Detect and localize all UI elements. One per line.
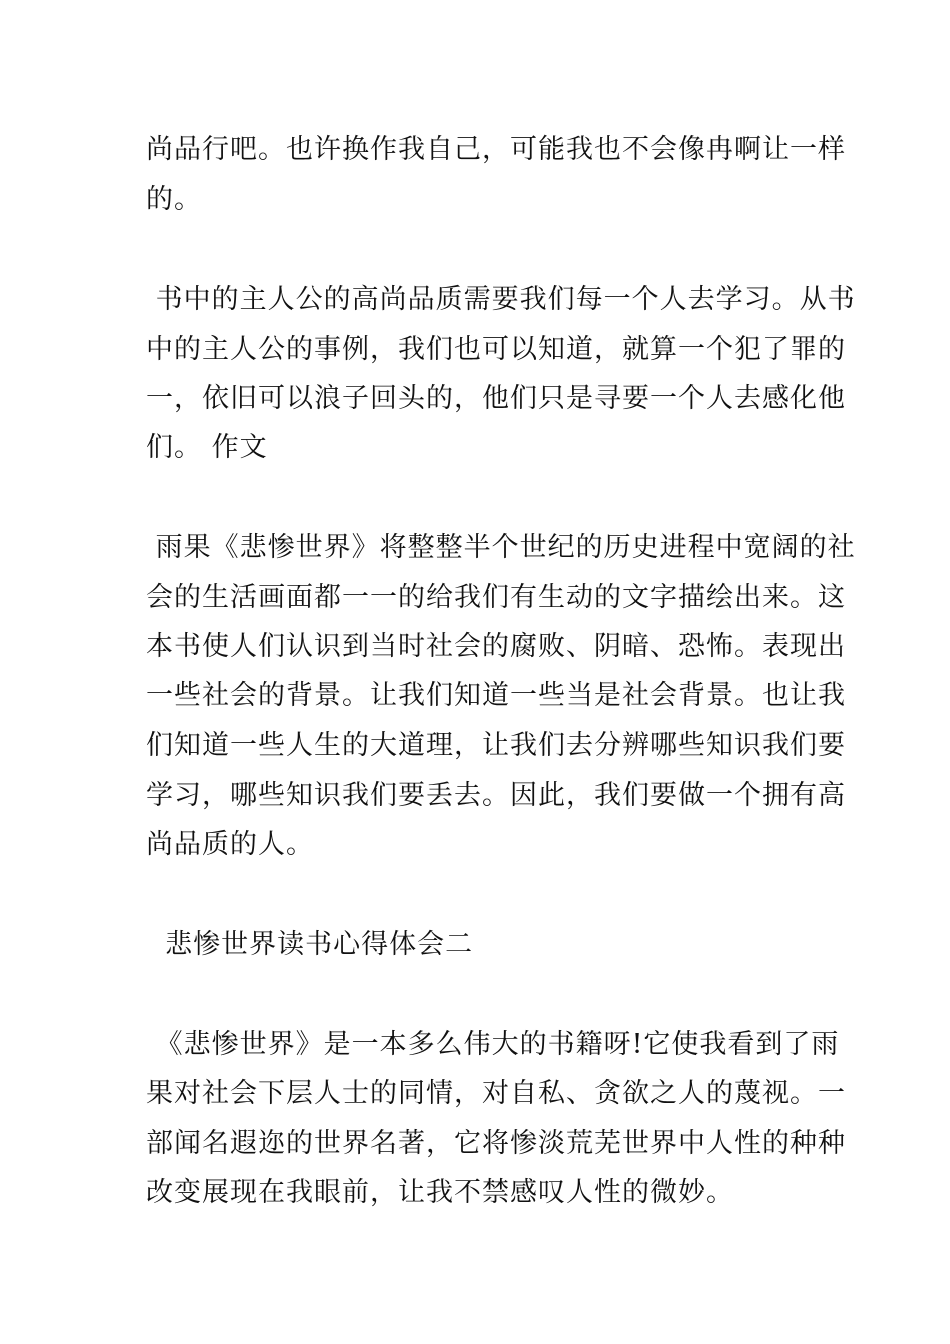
text-line: 雨果《悲惨世界》将整整半个世纪的历史进程中宽阔的社 (146, 532, 856, 563)
text-line: 本书使人们认识到当时社会的腐败、阴暗、恐怖。表现出 (146, 631, 846, 662)
text-line: 尚品行吧。也许换作我自己，可能我也不会像冉啊让一样 (146, 134, 846, 165)
text-line: 中的主人公的事例，我们也可以知道，就算一个犯了罪的 (146, 334, 846, 365)
text-line: 果对社会下层人士的同情，对自私、贪欲之人的蔑视。一 (146, 1078, 846, 1109)
text-line: 一些社会的背景。让我们知道一些当是社会背景。也让我 (146, 680, 846, 711)
section-heading: 悲惨世界读书心得体会二 (146, 929, 474, 960)
text-line: 书中的主人公的高尚品质需要我们每一个人去学习。从书 (146, 284, 856, 315)
text-line: 的。 (146, 184, 202, 215)
text-line: 一，依旧可以浪子回头的，他们只是寻要一个人去感化他 (146, 383, 846, 414)
text-line: 们知道一些人生的大道理，让我们去分辨哪些知识我们要 (146, 730, 846, 761)
text-line: 部闻名遐迩的世界名著，它将惨淡荒芜世界中人性的种种 (146, 1128, 846, 1159)
text-line: 尚品质的人。 (146, 829, 314, 860)
text-line: 会的生活画面都一一的给我们有生动的文字描绘出来。这 (146, 582, 846, 613)
text-line: 们。 作文 (146, 432, 268, 463)
text-line: 学习，哪些知识我们要丢去。因此，我们要做一个拥有高 (146, 780, 846, 811)
text-line: 改变展现在我眼前，让我不禁感叹人性的微妙。 (146, 1177, 734, 1208)
text-line: 《悲惨世界》是一本多么伟大的书籍呀!它使我看到了雨 (146, 1029, 840, 1060)
